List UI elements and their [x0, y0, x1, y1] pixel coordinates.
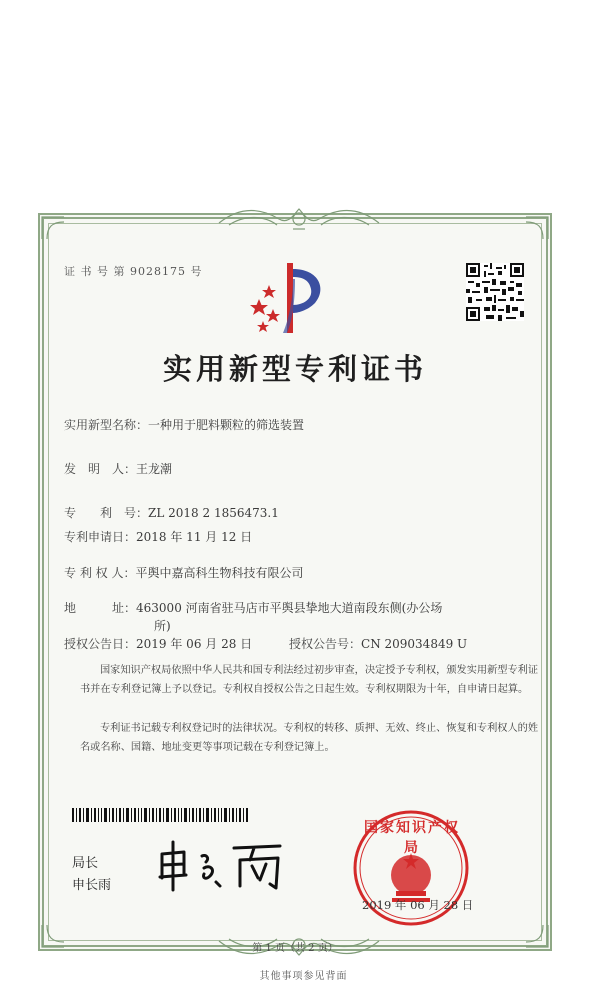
certificate-frame [38, 213, 552, 954]
field-value: 王龙潮 [136, 462, 173, 476]
top-ornament-icon [209, 205, 389, 233]
field-grant-number [289, 635, 467, 652]
field-address-continued: 所) [154, 619, 171, 633]
barcode-icon [72, 808, 248, 822]
statement-paragraph: 国家知识产权局依照中华人民共和国专利法经过初步审查，决定授予专利权，颁发实用新型专利证书并在专利登记簿上予以登记。专利权自授权公告之日起生效。专利权期限为十年，自申请日起算。 [80, 665, 539, 695]
seal-date: 2019 年 06 月 28 日 [362, 898, 474, 912]
certificate-title: 实用新型专利证书 [162, 352, 427, 386]
field-label: 授权公告日： [64, 637, 137, 651]
field-label: 实用新型名称： [64, 418, 149, 432]
field-label: 授权公告号： [289, 637, 362, 651]
field-label: 专 利 权 人： [64, 566, 136, 580]
signature-title: 局长 [72, 856, 99, 871]
field-label: 专利申请日： [64, 530, 137, 544]
cnipa-logo-icon [249, 259, 329, 337]
field-value: 2019 年 06 月 28 日 [136, 637, 253, 651]
field-grant-date [64, 635, 252, 652]
footer-note: 其他事项参见背面 [259, 971, 348, 982]
legal-status-paragraph: 专利证书记载专利权登记时的法律状况。专利权的转移、质押、无效、终止、恢复和专利权人的姓名或名称、国籍、地址变更等事项记载在专利登记簿上。 [80, 723, 539, 753]
field-utility-model-name [64, 416, 304, 433]
field-value: 2018 年 11 月 12 日 [136, 530, 253, 544]
field-value: CN 209034849 U [361, 637, 468, 651]
field-inventor [64, 460, 172, 477]
field-label: 发 明 人： [64, 462, 137, 476]
signature-name: 申长雨 [72, 878, 112, 893]
certificate-number: 证 书 号 第 9028175 号 [64, 265, 203, 278]
page-number: 第 1 页（共 2 页） [252, 943, 338, 954]
seal-text: 国家知识产权局 [364, 820, 460, 856]
field-filing-date [64, 528, 252, 545]
corner-ornament-icon [40, 215, 66, 241]
corner-ornament-icon [524, 215, 550, 241]
field-address [64, 599, 442, 616]
field-patent-number [64, 504, 279, 521]
handwritten-signature-icon [154, 834, 294, 894]
field-value: 463000 河南省驻马店市平舆县挚地大道南段东侧(办公场 [136, 601, 443, 615]
qr-code-icon [466, 263, 524, 321]
field-patentee [64, 564, 303, 581]
field-value: 一种用于肥料颗粒的筛选装置 [148, 418, 305, 432]
field-label: 专 利 号： [64, 506, 149, 520]
field-value: 平舆中嘉高科生物科技有限公司 [135, 566, 304, 580]
field-label: 地 址： [64, 601, 137, 615]
field-value: ZL 2018 2 1856473.1 [148, 506, 279, 520]
